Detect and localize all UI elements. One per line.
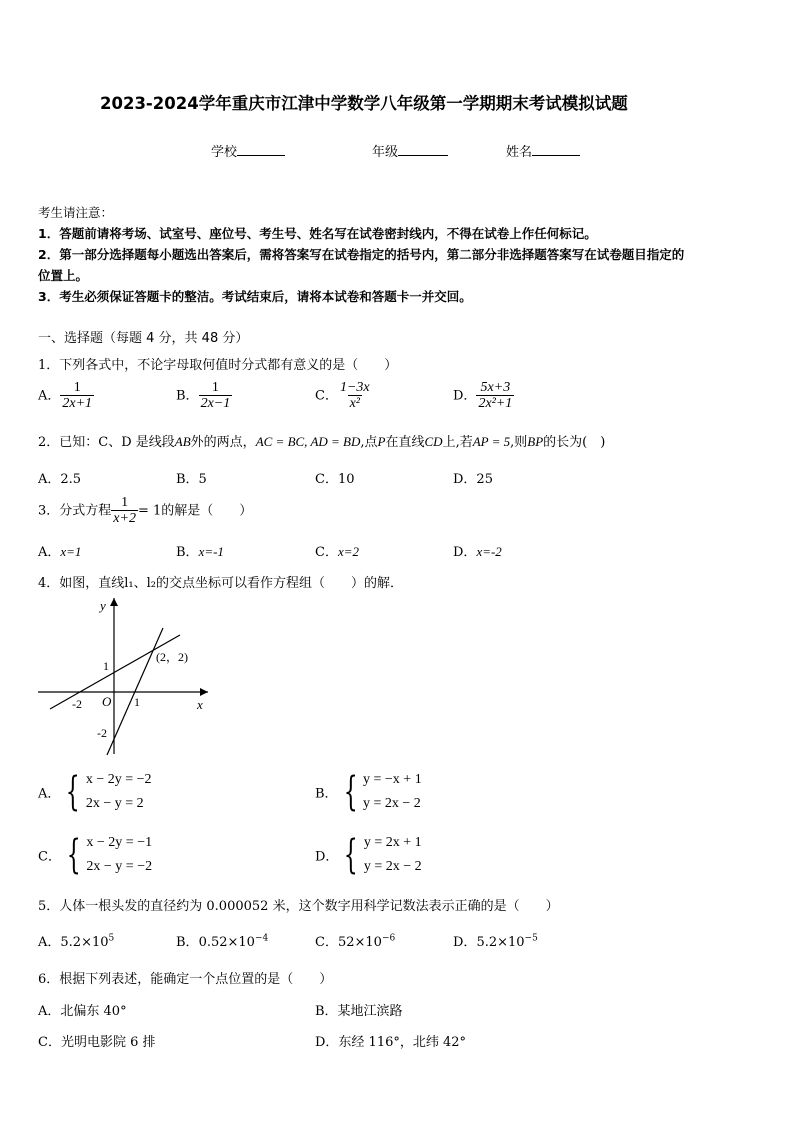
q2-option-c[interactable]: C．10 — [315, 472, 355, 487]
notice-item-2: 2．第一部分选择题每小题选出答案后，需将答案写在试卷指定的括号内，第二部分非选择题答案写在试卷题目指定的 — [38, 247, 685, 262]
intersection-point-label: (2，2) — [156, 650, 188, 664]
q2-option-a[interactable]: A．2.5 — [38, 472, 82, 487]
origin-label: O — [102, 694, 112, 709]
section-heading: 一、选择题（每题 4 分，共 48 分） — [38, 331, 249, 346]
q4-option-b[interactable]: B． { y = −x + 1 y = 2x − 2 — [315, 769, 422, 815]
q1-stem: 1．下列各式中，不论字母取何值时分式都有意义的是（ ） — [38, 358, 398, 373]
q1-option-b[interactable]: B． $\frac{1}{2x-1}$ — [176, 380, 231, 412]
q6-option-c[interactable]: C．光明电影院 6 排 — [38, 1035, 156, 1050]
y-tick-minus2: -2 — [97, 726, 107, 740]
q4-option-d[interactable]: D． { y = 2x + 1 y = 2x − 2 — [315, 832, 422, 878]
q4-option-a[interactable]: A． { x − 2y = −2 2x − y = 2 — [38, 769, 152, 815]
grade-label: 年级 — [372, 145, 399, 160]
y-axis-label: y — [100, 598, 106, 613]
notice-item-2-cont: 位置上。 — [38, 268, 89, 283]
name-label: 姓名 — [506, 145, 533, 160]
q2-option-b[interactable]: B．5 — [176, 472, 207, 487]
q5-option-a[interactable]: A．$5.2\times 10^5$ — [38, 933, 115, 950]
school-label: 学校 — [211, 145, 238, 160]
q4-option-c[interactable]: C． { x − 2y = −1 2x − y = −2 — [38, 832, 153, 878]
notice-heading: 考生请注意： — [38, 205, 114, 220]
q5-stem: 5．人体一根头发的直径约为 0.000052 米，这个数字用科学记数法表示正确的是（ ） — [38, 899, 559, 914]
x-axis-arrow — [200, 688, 208, 696]
q1-option-c[interactable]: C． $\frac{1-3x}{\text{x²}}$ — [315, 380, 370, 412]
q3-option-c[interactable]: C．x=2 — [315, 544, 359, 560]
q4-stem: 4．如图，直线l₁、l₂的交点坐标可以看作方程组（ ）的解． — [38, 576, 404, 591]
q3-stem: 3．分式方程 $\frac{1}{x+2}$ = 1的解是（ ） — [38, 495, 253, 527]
q2-option-d[interactable]: D．25 — [453, 472, 493, 487]
y-axis-arrow — [110, 598, 118, 606]
y-tick-1: 1 — [103, 659, 109, 673]
q6-stem: 6．根据下列表述，能确定一个点位置的是（ ） — [38, 972, 333, 987]
notice-item-1: 1．答题前请将考场、试室号、座位号、考生号、姓名写在试卷密封线内，不得在试卷上作任何标记。 — [38, 226, 597, 241]
notice-item-3: 3．考生必须保证答题卡的整洁。考试结束后，请将本试卷和答题卡一并交回。 — [38, 289, 472, 304]
q3-option-d[interactable]: D．x=-2 — [453, 544, 502, 560]
x-tick-minus2: -2 — [72, 697, 82, 711]
q5-option-c[interactable]: C．$52\times 10^{-6}$ — [315, 933, 396, 950]
q2-stem: 2．已知：C、D 是线段AB外的两点，AC = BC, AD = BD,点P在直线CD上,若AP = 5,则BP的长为( ) — [38, 434, 606, 450]
q1-option-a[interactable]: A． $\frac{1}{2x+1}$ — [38, 380, 93, 412]
q5-option-b[interactable]: B．$0.52\times 10^{-4}$ — [176, 933, 269, 950]
q6-option-a[interactable]: A．北偏东 40° — [38, 1004, 127, 1019]
q1-option-d[interactable]: D． $\frac{5x+3}{\text{2x²+1}}$ — [453, 380, 513, 412]
name-field[interactable] — [506, 141, 580, 160]
x-axis-label: x — [197, 697, 203, 712]
q3-option-a[interactable]: A．x=1 — [38, 544, 82, 560]
page-title: 2023-2024学年重庆市江津中学数学八年级第一学期期末考试模拟试题 — [100, 94, 628, 113]
grade-field[interactable] — [372, 141, 448, 160]
q6-option-b[interactable]: B．某地江滨路 — [315, 1004, 403, 1019]
q5-option-d[interactable]: D．$5.2\times 10^{-5}$ — [453, 933, 538, 950]
school-field[interactable] — [211, 141, 285, 160]
q3-option-b[interactable]: B．x=-1 — [176, 544, 224, 560]
line-l1 — [50, 635, 180, 709]
x-tick-1: 1 — [134, 695, 140, 709]
q6-option-d[interactable]: D．东经 116°，北纬 42° — [315, 1035, 467, 1050]
q4-graph — [30, 592, 220, 762]
